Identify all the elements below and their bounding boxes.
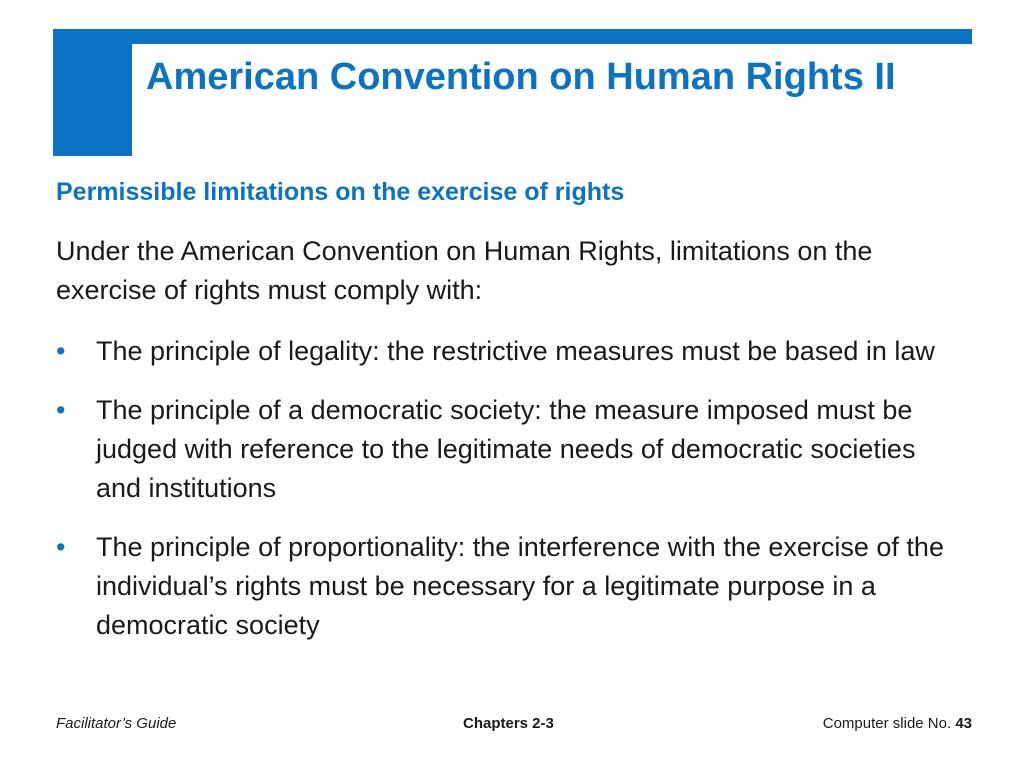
- footer-slide-number: [823, 712, 972, 736]
- footer-slide-number-value: 43: [955, 715, 972, 732]
- intro-paragraph: Under the American Convention on Human Rights, limitations on the exercise of rights must comply with:: [56, 236, 873, 305]
- slide-title: American Convention on Human Rights II: [146, 56, 896, 98]
- slide-footer: [56, 712, 972, 736]
- footer-guide-label: Facilitator’s Guide: [56, 715, 177, 732]
- bullet-text: The principle of proportionality: the interference with the exercise of the individual’s rights must be necessary for a legitimate purpose in a democratic society: [96, 532, 944, 640]
- header-accent-bar: [53, 29, 972, 44]
- footer-chapters-label: Chapters 2-3: [463, 715, 554, 732]
- bullet-text: The principle of legality: the restrictive measures must be based in law: [96, 336, 935, 366]
- bullet-icon: •: [56, 336, 66, 366]
- bullet-icon: •: [56, 532, 66, 562]
- bullet-item: [56, 332, 956, 371]
- footer-slide-number-label: Computer slide No.: [822, 715, 952, 732]
- slide-subtitle: Permissible limitations on the exercise of rights: [56, 178, 625, 206]
- header-accent-block: [53, 29, 132, 156]
- bullet-icon: •: [56, 395, 66, 425]
- bullet-item: [56, 391, 956, 508]
- bullet-list: [56, 332, 956, 665]
- bullet-text: The principle of a democratic society: the measure imposed must be judged with reference to the legitimate needs of democratic societies and institutions: [96, 395, 916, 503]
- bullet-item: [56, 528, 956, 645]
